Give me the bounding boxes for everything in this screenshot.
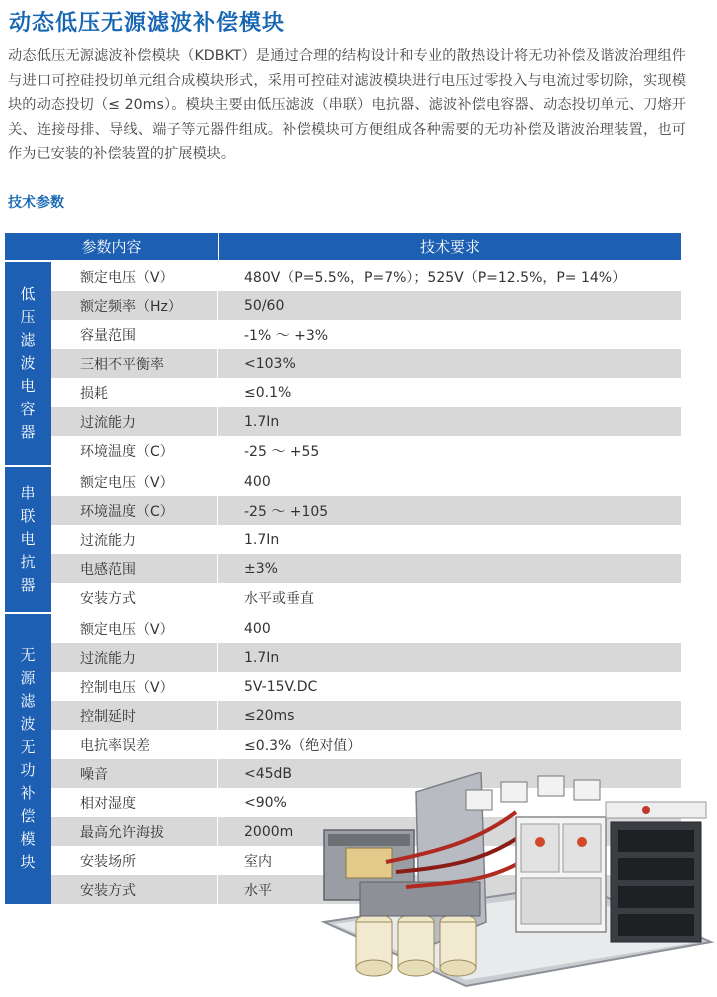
group-label <box>5 467 51 612</box>
param-name: 三相不平衡率 <box>51 349 218 378</box>
param-value: 水平 <box>244 882 272 899</box>
group-label-text <box>20 482 35 597</box>
param-value: ≤20ms <box>244 707 295 724</box>
param-value: 1.7In <box>244 531 280 548</box>
table-row <box>51 378 681 407</box>
group-label-text <box>20 644 35 874</box>
param-name: 环境温度（C） <box>51 496 218 525</box>
param-value: 室内 <box>244 853 272 870</box>
param-value: 2000m <box>244 823 294 840</box>
param-name: 过流能力 <box>51 643 218 672</box>
param-value: ≤0.1% <box>244 384 292 401</box>
param-name: 控制电压（V） <box>51 672 218 701</box>
table-row <box>51 436 681 465</box>
param-name: 最高允许海拔 <box>51 817 218 846</box>
param-value: <103% <box>244 355 296 372</box>
group-label-text <box>20 283 35 444</box>
param-name: 电感范围 <box>51 554 218 583</box>
param-value: 5V-15V.DC <box>244 678 318 695</box>
param-value: 1.7In <box>244 649 280 666</box>
table-row <box>51 701 681 730</box>
group-rows <box>51 467 681 612</box>
param-name: 额定频率（Hz） <box>51 291 218 320</box>
param-value: -25 ～ +55 <box>244 443 320 460</box>
group-label-char: 波 <box>20 354 36 372</box>
param-value: -1% ～ +3% <box>244 327 329 344</box>
group-label-char: 联 <box>20 507 36 525</box>
group-label-char: 抗 <box>20 553 36 571</box>
intro-paragraph: 动态低压无源滤波补偿模块（KDBKT）是通过合理的结构设计和专业的散热设计将无功补偿及谐波治理组件与进口可控硅投切单元组合成模块形式，采用可控硅对滤波模块进行电压过零投入与电流过零切除，实现模块的动态投切（≤ 20ms）。模块主要由低压滤波（串联）电抗器、滤波补偿电容器、动态投切单元、刀熔开关、连接母排、导线、端子等元器件组成。补偿模块可方便组成各种需要的无功补偿及谐波治理装置，也可作为已安装的补偿装置的扩展模块。 <box>8 48 686 163</box>
group-label <box>5 262 51 465</box>
param-name: 过流能力 <box>51 525 218 554</box>
param-name: 安装方式 <box>51 583 218 612</box>
table-group <box>5 465 681 612</box>
group-label-char: 块 <box>20 853 36 871</box>
group-label-char: 电 <box>20 377 36 395</box>
product-image <box>316 772 714 994</box>
table-row <box>51 349 681 378</box>
param-name: 容量范围 <box>51 320 218 349</box>
group-label-char: 无 <box>20 738 36 756</box>
param-value: <45dB <box>244 765 293 782</box>
param-value: 480V（P=5.5%，P=7%）；525V（P=12.5%，P= 14%） <box>244 269 627 286</box>
param-name: 环境温度（C） <box>51 436 218 465</box>
group-label-char: 滤 <box>20 331 36 349</box>
table-row <box>51 583 681 612</box>
table-row <box>51 525 681 554</box>
header-requirement: 技术要求 <box>419 238 480 256</box>
group-label <box>5 614 51 904</box>
table-row <box>51 467 681 496</box>
table-row <box>51 730 681 759</box>
param-name: 电抗率误差 <box>51 730 218 759</box>
param-name: 噪音 <box>51 759 218 788</box>
group-label-char: 无 <box>20 646 36 664</box>
group-label-char: 源 <box>20 669 36 687</box>
param-value: ±3% <box>244 560 278 577</box>
table-row <box>51 291 681 320</box>
param-value: 400 <box>244 620 271 637</box>
group-label-char: 补 <box>20 784 36 802</box>
table-row <box>51 262 681 291</box>
param-value: 50/60 <box>244 297 285 314</box>
param-value: 水平或垂直 <box>244 590 314 607</box>
group-rows <box>51 262 681 465</box>
page-title: 动态低压无源滤波补偿模块 <box>9 11 286 36</box>
table-row <box>51 496 681 525</box>
group-label-char: 波 <box>20 715 36 733</box>
table-header <box>5 233 681 260</box>
param-name: 额定电压（V） <box>51 262 218 291</box>
param-name: 额定电压（V） <box>51 467 218 496</box>
param-value: 1.7In <box>244 413 280 430</box>
table-row <box>51 554 681 583</box>
section-title: 技术参数 <box>8 195 64 211</box>
group-label-char: 器 <box>20 423 36 441</box>
param-name: 安装场所 <box>51 846 218 875</box>
group-label-char: 电 <box>20 530 36 548</box>
param-name: 相对湿度 <box>51 788 218 817</box>
param-name: 控制延时 <box>51 701 218 730</box>
table-row <box>51 672 681 701</box>
param-name: 安装方式 <box>51 875 218 904</box>
table-row <box>51 643 681 672</box>
table-group <box>5 260 681 465</box>
group-label-char: 串 <box>20 484 36 502</box>
table-row <box>51 320 681 349</box>
group-label-char: 滤 <box>20 692 36 710</box>
param-name: 过流能力 <box>51 407 218 436</box>
table-row <box>51 614 681 643</box>
param-value: 400 <box>244 473 271 490</box>
param-value: -25 ～ +105 <box>244 503 329 520</box>
group-label-char: 模 <box>20 830 36 848</box>
group-label-char: 偿 <box>20 807 36 825</box>
group-label-char: 功 <box>20 761 36 779</box>
group-label-char: 器 <box>20 576 36 594</box>
group-label-char: 容 <box>20 400 36 418</box>
group-label-char: 低 <box>20 285 36 303</box>
group-label-char: 压 <box>20 308 36 326</box>
header-param: 参数内容 <box>5 233 219 260</box>
param-value: <90% <box>244 794 287 811</box>
param-name: 额定电压（V） <box>51 614 218 643</box>
table-row <box>51 407 681 436</box>
param-value: ≤0.3%（绝对值） <box>244 737 362 754</box>
param-name: 损耗 <box>51 378 218 407</box>
